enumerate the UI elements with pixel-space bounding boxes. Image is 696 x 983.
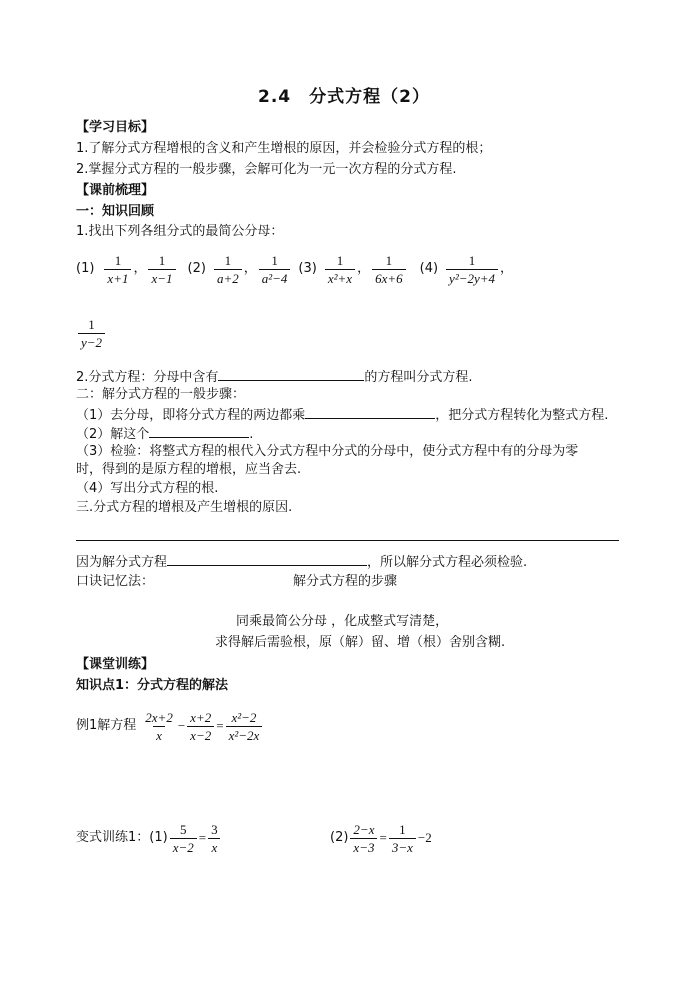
numerator: 1	[271, 252, 278, 268]
separator: ，	[357, 261, 371, 276]
numerator: 2x+2	[145, 709, 173, 725]
denominator: 3−x	[389, 838, 416, 856]
steps-heading: 二：解分式方程的一般步骤：	[76, 387, 246, 402]
goal-item-2: 2.掌握分式方程的一般步骤，会解可化为一元一次方程的分式方程.	[76, 162, 457, 177]
fraction	[78, 316, 105, 351]
step-2-prefix: （2）解这个	[76, 427, 150, 442]
question-2-prefix: 2.分式方程：分母中含有	[76, 370, 219, 385]
variant-2	[330, 817, 432, 859]
denominator: 6x+6	[372, 269, 406, 287]
fraction	[214, 252, 242, 287]
mnemonic-verse-1: 同乘最简公分母 ，化成整式写清楚，	[236, 614, 449, 629]
denominator: x	[153, 726, 165, 744]
minus-sign: −	[177, 718, 186, 733]
answer-line[interactable]	[76, 540, 619, 541]
answer-blank[interactable]	[149, 424, 249, 438]
numerator: 1	[468, 252, 476, 268]
step-1-suffix: ，把分式方程转化为整式方程.	[435, 408, 609, 423]
review-header: 【课前梳理】	[76, 183, 155, 198]
fraction	[372, 252, 406, 287]
equals-sign: =	[198, 830, 207, 845]
step-1-prefix: （1）去分母，即将分式方程的两边都乘	[76, 408, 306, 423]
fraction	[226, 709, 263, 744]
fraction	[208, 821, 221, 856]
numerator: 1	[399, 821, 406, 837]
denominator: x−3	[350, 838, 377, 856]
separator: ，	[133, 261, 147, 276]
numerator: 1	[114, 252, 122, 268]
because-line	[76, 552, 527, 572]
numerator: x+2	[190, 709, 212, 725]
goals-header: 【学习目标】	[76, 120, 155, 135]
step-3-line-2: 时，得到的是原方程的增根，应当舍去.	[76, 462, 302, 477]
mnemonic-verse-2: 求得解后需验根，原（解）留、增（根）舍别含糊.	[215, 635, 506, 650]
mnemonic-title: 解分式方程的步骤	[293, 574, 398, 589]
question-2	[76, 367, 473, 387]
fraction	[350, 821, 377, 856]
variant-1	[76, 817, 223, 859]
numerator: 3	[211, 821, 218, 837]
answer-blank[interactable]	[167, 552, 367, 566]
numerator: 1	[158, 252, 166, 268]
group-2-label: (2)	[187, 261, 206, 276]
question-1: 1.找出下列各组分式的最简公分母：	[76, 224, 284, 239]
denominator: a²−4	[259, 269, 291, 287]
step-4: （4）写出分式方程的根.	[76, 481, 219, 496]
fraction-wrap-row	[76, 312, 107, 354]
numerator: 1	[224, 252, 232, 268]
because-suffix: ，所以解分式方程必须检验.	[367, 555, 528, 570]
fraction	[259, 252, 291, 287]
step-1	[76, 405, 608, 425]
numerator: 1	[336, 252, 344, 268]
fraction	[187, 709, 214, 744]
separator: ，	[500, 261, 514, 276]
numerator: 1	[385, 252, 393, 268]
fraction	[446, 252, 498, 287]
training-header: 【课堂训练】	[76, 657, 155, 672]
denominator: y−2	[78, 333, 105, 351]
answer-blank[interactable]	[305, 405, 435, 419]
denominator: x	[208, 838, 220, 856]
fraction	[170, 821, 197, 856]
answer-blank[interactable]	[218, 367, 364, 381]
denominator: x−2	[170, 838, 197, 856]
fraction	[325, 252, 355, 287]
numerator: 5	[179, 821, 187, 837]
example-1	[76, 705, 264, 747]
numerator: 2−x	[353, 821, 375, 837]
page-title: 2.4 分式方程（2）	[258, 87, 430, 107]
denominator: y²−2y+4	[446, 269, 498, 287]
group-4-label: (4)	[419, 261, 439, 276]
numerator: x²−2	[231, 709, 257, 725]
denominator: x−2	[187, 726, 214, 744]
variant-label: 变式训练1：	[76, 830, 150, 845]
denominator: x+1	[104, 269, 131, 287]
denominator: x²+x	[325, 269, 355, 287]
extraneous-root-heading: 三.分式方程的增根及产生增根的原因.	[76, 500, 293, 515]
step-3-line-1: （3）检验：将整式方程的根代入分式方程中分式的分母中，使分式方程中有的分母为零	[76, 444, 579, 459]
equals-sign: =	[379, 830, 387, 845]
knowledge-point-1: 知识点1：分式方程的解法	[76, 678, 229, 693]
equals-sign: =	[216, 718, 224, 733]
step-2-suffix: .	[249, 427, 254, 442]
variant-1-label: (1)	[149, 830, 168, 845]
denominator: x²−2x	[226, 726, 263, 744]
separator: ，	[243, 261, 257, 276]
denominator: x−1	[148, 269, 175, 287]
fraction	[389, 821, 416, 856]
group-3-label: (3)	[298, 261, 317, 276]
example-1-label: 例1解方程	[76, 718, 137, 733]
variant-2-label: (2)	[330, 830, 349, 845]
question-2-suffix: 的方程叫分式方程.	[364, 370, 473, 385]
numerator: 1	[88, 316, 95, 332]
mnemonic-label: 口诀记忆法：	[76, 574, 155, 589]
fraction	[104, 252, 131, 287]
knowledge-review-heading: 一：知识回顾	[76, 204, 155, 219]
fraction	[148, 252, 175, 287]
goal-item-1: 1.了解分式方程增根的含义和产生增根的原因，并会检验分式方程的根；	[76, 141, 492, 156]
because-prefix: 因为解分式方程	[76, 555, 168, 570]
minus-two: −2	[417, 830, 432, 845]
fraction-groups-row	[76, 247, 513, 291]
step-2	[76, 424, 253, 444]
fraction	[142, 709, 176, 744]
group-1-label: (1)	[76, 261, 95, 276]
denominator: a+2	[214, 269, 242, 287]
